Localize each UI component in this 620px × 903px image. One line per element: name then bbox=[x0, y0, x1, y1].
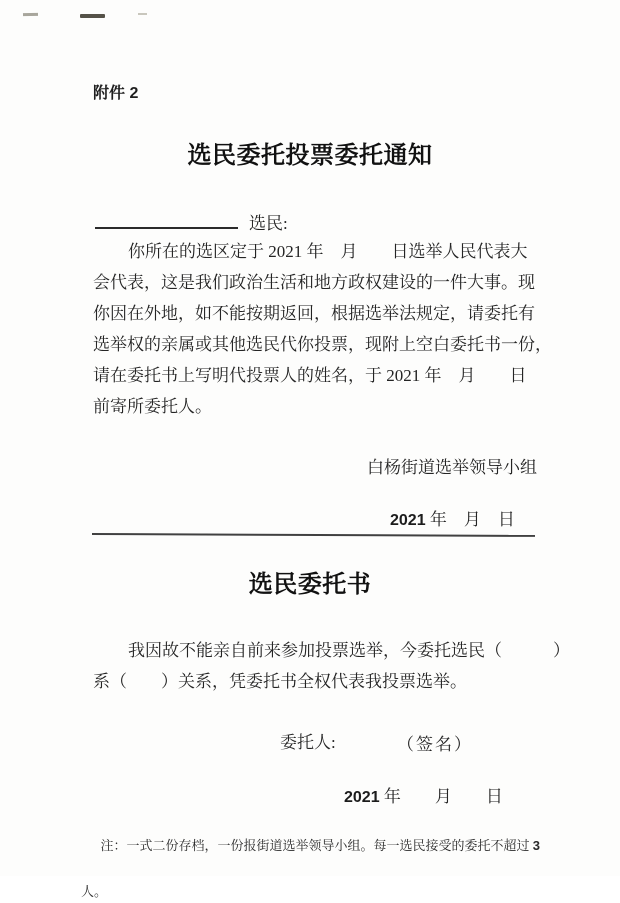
notice-date-fields: 年 月 日 bbox=[425, 510, 515, 529]
addressee-line bbox=[95, 209, 288, 234]
notice-date bbox=[373, 485, 515, 550]
notice-body-line: 会代表，这是我们政治生活和地方政权建设的一件大事。现 bbox=[93, 273, 535, 292]
addressee-blank-underline bbox=[95, 210, 238, 229]
footnote-max-count: 3 bbox=[532, 838, 540, 853]
proxy-form-title: 选民委托书 bbox=[248, 572, 372, 598]
notice-body-line: 你所在的选区定于 2021 年 月 日选举人民代表大 bbox=[128, 242, 528, 261]
notice-body bbox=[93, 236, 552, 422]
notice-signer: 白杨街道选举领导小组 bbox=[367, 458, 537, 477]
notice-title: 选民委托投票委托通知 bbox=[187, 143, 433, 169]
footnote-text: 注：一式二份存档，一份报街道选举领导小组。每一选民接受的委托不超过 bbox=[100, 838, 533, 853]
notice-body-line: 请在委托书上写明代投票人的姓名，于 2021 年 月 日 bbox=[93, 366, 527, 385]
footnote-line bbox=[81, 811, 546, 880]
signature-hint: （签名） bbox=[397, 735, 473, 754]
form-date-fields: 年 月 日 bbox=[379, 787, 503, 806]
notice-body-line: 你因在外地，如不能按期返回，根据选举法规定，请委托有 bbox=[93, 304, 535, 323]
scan-artifact-mark bbox=[80, 14, 105, 18]
proxy-form-body bbox=[93, 635, 570, 697]
notice-date-year: 2021 bbox=[390, 512, 426, 529]
scan-artifact-mark bbox=[138, 13, 147, 15]
scan-artifact-mark bbox=[23, 13, 38, 16]
footnote-line: 人。 bbox=[81, 884, 108, 899]
proxy-form-body-line: 我因故不能亲自前来参加投票选举，今委托选民（ ） bbox=[128, 641, 570, 660]
attachment-label: 附件 2 bbox=[93, 85, 139, 102]
footnote bbox=[81, 811, 546, 903]
form-date-year: 2021 bbox=[344, 789, 380, 806]
proxy-form-body-line: 系（ ）关系，凭委托书全权代表我投票选举。 bbox=[93, 672, 467, 691]
principal-label: 委托人: bbox=[280, 733, 336, 752]
addressee-label: 选民: bbox=[249, 214, 288, 233]
notice-body-line: 前寄所委托人。 bbox=[93, 397, 212, 416]
notice-body-line: 选举权的亲属或其他选民代你投票，现附上空白委托书一份， bbox=[93, 335, 552, 354]
